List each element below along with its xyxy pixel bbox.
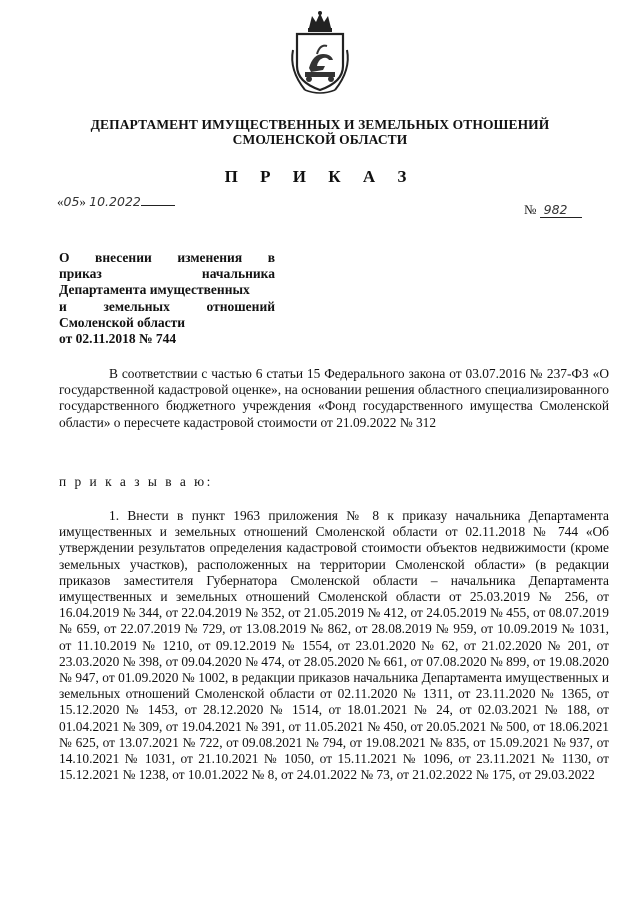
document-type-title: П Р И К А З [224, 167, 416, 186]
date-day: 05 [63, 194, 80, 209]
smolensk-coat-of-arms-icon [287, 10, 353, 96]
subject-line: приказ начальника [59, 266, 275, 282]
order-word: п р и к а з ы в а ю: [59, 474, 213, 489]
subject-line: Департамента имущественных [59, 282, 250, 298]
document-date [57, 194, 175, 210]
subject-line: О внесении изменения в [59, 250, 275, 265]
number-prefix: № [524, 202, 537, 217]
subject-line: и земельных отношений [59, 298, 275, 314]
document-subject [59, 250, 275, 347]
date-underline [141, 204, 175, 206]
subject-line: от 02.11.2018 № 744 [59, 331, 177, 347]
org-name-line2: СМОЛЕНСКОЙ ОБЛАСТИ [232, 132, 408, 147]
subject-line: Смоленской области [59, 314, 186, 330]
item-1-paragraph: 1. Внести в пункт 1963 приложения № 8 к приказу начальника Департамента имущественных и земельных отношений Смоленской области от 02.11.2018 № 744 «Об утверждении результатов определения кадастровой стоимости объектов недвижимости (кроме земельных участков), расположенных на территории Смоленской области» (в редакции приказов заместителя Губернатора Смоленской области – начальника Департамента имущественных и земельных отношений Смоленской области от 25.03.2019 № 256, от 16.04.2019 № 344, от 22.04.2019 № 352, от 21.05.2019 № 412, от 24.05.2019 № 455, от 08.07.2019 № 659, от 22.07.2019 № 729, от 13.08.2019 № 862, от 28.08.2019 № 959, от 10.09.2019 № 1031, от 11.10.2019 № 1210, от 09.12.2019 № 1554, от 23.01.2020 № 62, от 21.02.2020 № 201, от 23.03.2020 № 398, от 09.04.2020 № 474, от 28.05.2020 № 661, от 07.08.2020 № 899, от 19.08.2020 № 947, от 01.09.2020 № 1002, в редакции приказов начальника Департамента имущественных и земельных отношений Смоленской области от 02.11.2020 № 1311, от 23.11.2020 № 1365, от 15.12.2020 № 1453, от 28.12.2020 № 1514, от 18.01.2021 № 24, от 02.03.2021 № 188, от 01.04.2021 № 309, от 19.04.2021 № 391, от 11.05.2021 № 450, от 20.05.2021 № 500, от 18.06.2021 № 625, от 13.07.2021 № 722, от 09.08.2021 № 794, от 19.08.2021 № 835, от 15.09.2021 № 937, от 14.10.2021 № 1031, от 21.10.2021 № 1050, от 15.11.2021 № 1096, от 23.11.2021 № 1130, от 15.12.2021 № 1238, от 10.01.2022 № 8, от 24.01.2022 № 73, от 21.02.2022 № 175, от 29.03.2022 [59, 508, 609, 783]
preamble-paragraph: В соответствии с частью 6 статьи 15 Федерального закона от 03.07.2016 № 237-ФЗ «О государственной кадастровой оценке», на основании решения областного специализированного государственного бюджетного учреждения «Фонд государственного имущества Смоленской области» о пересчете кадастровой стоимости от 21.09.2022 № 312 [59, 366, 609, 430]
document-number [524, 202, 582, 218]
org-name-line1: ДЕПАРТАМЕНТ ИМУЩЕСТВЕННЫХ И ЗЕМЕЛЬНЫХ ОТНОШЕНИЙ [90, 117, 550, 132]
number-value: 982 [540, 202, 582, 218]
date-close-quote: » [79, 194, 86, 209]
date-month-year: 10.2022 [89, 194, 141, 209]
date-open-quote: « [57, 194, 64, 209]
